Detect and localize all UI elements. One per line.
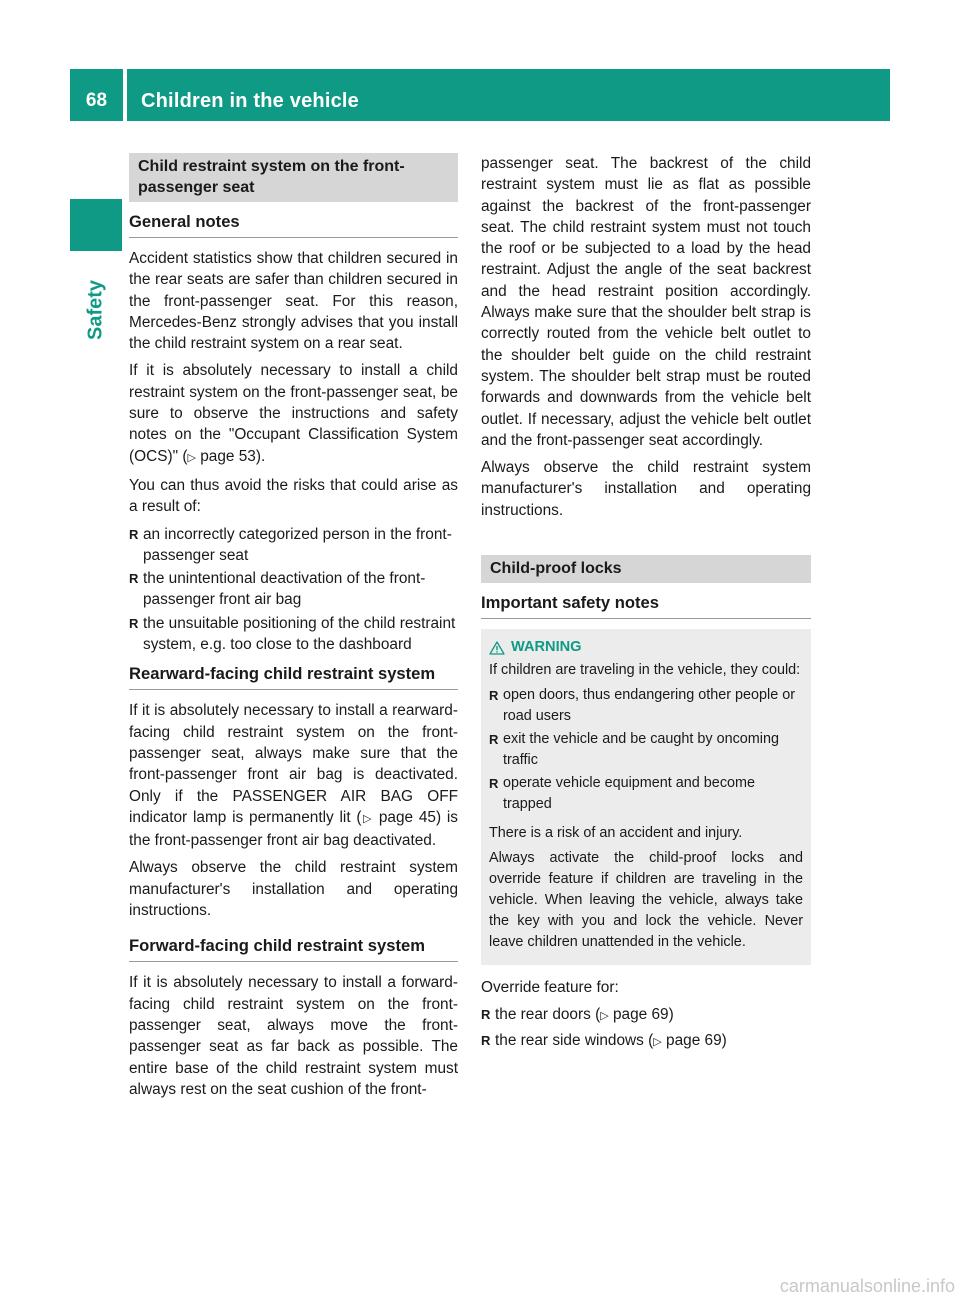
- section-title-child-proof-locks: Child-proof locks: [481, 555, 811, 583]
- paragraph: Accident statistics show that children secured in the rear seats are safer than children secured in the front-passenger seat. For this reason, Mercedes-Benz strongly advises that you install the child restraint system on a rear seat.: [129, 250, 458, 353]
- list-item: R the unsuitable positioning of the child restraint system, e.g. too close to the dashboard: [129, 613, 458, 656]
- list-item: R operate vehicle equipment and become trapped: [489, 773, 803, 815]
- paragraph: You can thus avoid the risks that could arise as a result of:: [129, 476, 458, 516]
- page-ref-arrow-icon: ▷: [187, 451, 196, 464]
- warning-text: Always activate the child-proof locks and override feature if children are traveling in the vehicle. When leaving the vehicle, always take the key with you and lock the vehicle. Never leave children unattended in the vehicle.: [489, 850, 803, 951]
- warning-text: If children are traveling in the vehicle, they could:: [489, 662, 801, 679]
- heading-forward-facing: Forward-facing child restraint system: [129, 935, 458, 962]
- page-ref-arrow-icon: ▷: [653, 1035, 662, 1048]
- page-ref-arrow-icon: ▷: [600, 1010, 609, 1023]
- page-ref-arrow-icon: ▷: [361, 812, 374, 825]
- paragraph: Override feature for:: [481, 979, 619, 997]
- list-item: R open doors, thus endangering other people or road users: [489, 685, 803, 727]
- right-column: [481, 153, 811, 1061]
- page-ref-link[interactable]: page 69): [666, 1031, 727, 1049]
- page-ref-link[interactable]: page 45) is the front-passenger front air bag deactivated.: [129, 808, 459, 850]
- paragraph: If it is absolutely necessary to install a rearward-facing child restraint system on the front-passenger seat, always make sure that the front-passenger front air bag is deactivated. Only if the PASSENGER AIR BAG OFF indicator lamp is permanently lit (▷ page 45) is the front-passenger front air bag deactivated.: [129, 702, 459, 850]
- list-item: R an incorrectly categorized person in the front-passenger seat: [129, 524, 458, 567]
- header-divider: [123, 69, 127, 121]
- list-item: R exit the vehicle and be caught by oncoming traffic: [489, 729, 803, 771]
- heading-general-notes: General notes: [129, 211, 458, 238]
- chapter-title: Children in the vehicle: [141, 90, 359, 112]
- side-tab-block: [70, 199, 122, 251]
- list-item: R the unintentional deactivation of the front-passenger front air bag: [129, 568, 458, 611]
- list-item: R the rear side windows (▷ page 69): [481, 1030, 811, 1053]
- watermark: carmanualsonline.info: [779, 1276, 955, 1296]
- bullet-list: [129, 524, 458, 656]
- heading-rearward-facing: Rearward-facing child restraint system: [129, 663, 458, 690]
- warning-box: [481, 629, 811, 965]
- page-number: 68: [85, 90, 108, 111]
- warning-text: There is a risk of an accident and injury.: [489, 825, 743, 842]
- paragraph: Always observe the child restraint system manufacturer's installation and operating instructions.: [481, 459, 811, 519]
- page-ref-link[interactable]: page 53).: [200, 447, 266, 465]
- paragraph: passenger seat. The backrest of the child restraint system must lie as flat as possible against the backrest of the front-passenger seat. The child restraint system must not touch the roof or be subjected to a load by the head restraint. Adjust the angle of the seat backrest and the head restraint position accordingly. Always make sure that the shoulder belt strap is correctly routed from the vehicle belt outlet to the shoulder belt guide on the child restraint system. The shoulder belt strap must be routed forwards and downwards from the vehicle belt outlet. If necessary, adjust the vehicle belt outlet and the front-passenger seat accordingly.: [481, 155, 811, 449]
- section-title-child-restraint: Child restraint system on the front-passenger seat: [129, 153, 458, 202]
- paragraph: If it is absolutely necessary to install a forward-facing child restraint system on the front-passenger seat, always move the front-passenger seat as far back as possible. The entire base of the child restraint system must always rest on the seat cushion of the front-: [129, 974, 458, 1098]
- heading-important-safety-notes: Important safety notes: [481, 592, 811, 619]
- warning-triangle-icon: [489, 641, 505, 655]
- paragraph: Always observe the child restraint system manufacturer's installation and operating instructions.: [129, 859, 458, 920]
- override-list: [481, 1004, 811, 1053]
- warning-bullet-list: [489, 685, 803, 815]
- page-ref-link[interactable]: page 69): [612, 1006, 674, 1024]
- warning-title: WARNING: [489, 637, 803, 658]
- list-item: R the rear doors (▷ page 69): [481, 1004, 811, 1027]
- paragraph: If it is absolutely necessary to install a child restraint system on the front-passenger seat, be sure to observe the instructions and safety notes on the "Occupant Classification System (OCS)" (▷ page 53).: [129, 362, 458, 465]
- left-column: [129, 153, 458, 1106]
- side-tab-label: Safety: [84, 279, 107, 340]
